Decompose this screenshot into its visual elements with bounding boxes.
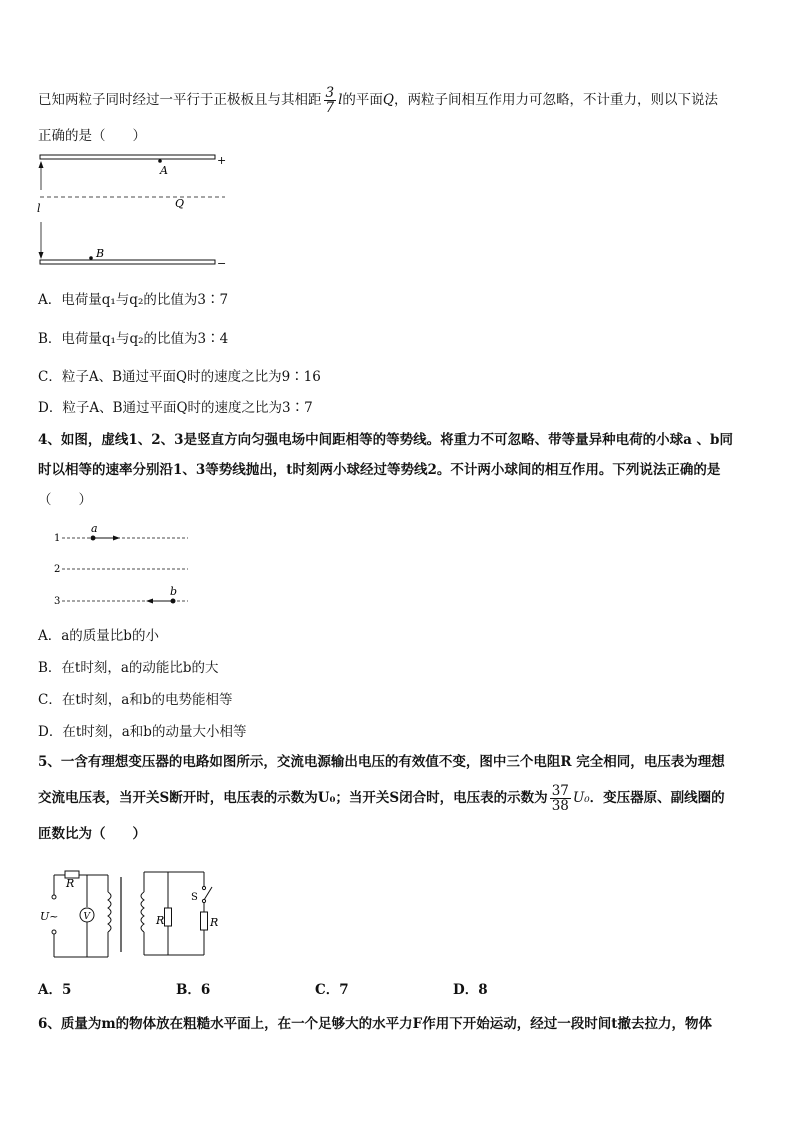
q4-stem-line2: 时以相等的速率分别沿1、3等势线抛出，t时刻两小球经过等势线2。不计两小球间的相互作用。下列说法正确的是 <box>38 462 721 478</box>
q3-var-q: Q <box>382 92 394 108</box>
primary-coil <box>108 892 111 932</box>
particle-a-label: A <box>160 164 168 177</box>
q3-stem-text-1: 已知两粒子同时经过一平行于正极板且与其相距 <box>38 92 322 108</box>
q3-frac-den: 7 <box>325 100 335 116</box>
particle-b-label: B <box>96 247 105 260</box>
q4-option-c: C．在t时刻，a和b的电势能相等 <box>38 692 233 708</box>
q5-fraction <box>550 784 571 813</box>
q4-option-a: A．a的质量比b的小 <box>38 628 159 644</box>
resistor-r2-label: R <box>210 916 219 929</box>
secondary-coil <box>141 892 144 932</box>
q3-option-a: A．电荷量q₁与q₂的比值为3∶7 <box>38 292 229 308</box>
q4-stem-line1: 4、如图，虚线1、2、3是竖直方向匀强电场中间距相等的等势线。将重力不可忽略、带等量异种电荷的小球a 、b同 <box>38 432 733 448</box>
q5-stem-text-b: ．变压器原、副线圈的 <box>589 790 725 806</box>
q4-option-b: B．在t时刻，a的动能比b的大 <box>38 660 219 676</box>
negative-plate <box>40 260 215 264</box>
plate-minus-label: − <box>217 257 227 270</box>
q5-frac-den: 38 <box>551 798 569 814</box>
resistor-r1-label: R <box>156 914 165 927</box>
arrow-head-up-icon <box>39 161 44 168</box>
arrow-left-icon <box>146 599 153 604</box>
voltmeter-label: V <box>83 912 90 922</box>
q5-stem-line2 <box>38 784 725 813</box>
q3-option-b: B．电荷量q₁与q₂的比值为3∶4 <box>38 331 229 347</box>
source-terminal-top <box>52 895 56 899</box>
switch-s-label: S <box>191 892 198 903</box>
q4-figure-equipotential <box>50 520 200 610</box>
resistor-r1 <box>165 908 172 926</box>
q3-stem-text-2: 的平面 <box>342 92 383 108</box>
equipotential-label-2: 2 <box>54 564 61 575</box>
q5-var-u0: U₀ <box>572 790 590 806</box>
ball-a-label: a <box>91 522 98 535</box>
q5-stem-line3: 匝数比为（ ） <box>38 826 146 842</box>
q6-stem-line1: 6、质量为m的物体放在粗糙水平面上，在一个足够大的水平力F作用下开始运动，经过一段时间t撤去拉力，物体 <box>38 1016 712 1032</box>
equipotential-label-3: 3 <box>54 596 61 607</box>
ball-b-label: b <box>170 585 178 598</box>
q5-stem-text-a: 交流电压表，当开关S断开时，电压表的示数为U₀；当开关S闭合时，电压表的示数为 <box>38 790 548 806</box>
q3-var-l: l <box>338 92 343 108</box>
particle-a-dot <box>158 159 162 163</box>
q4-option-d: D．在t时刻，a和b的动量大小相等 <box>38 724 247 740</box>
q3-stem-line2: 正确的是（ ） <box>38 128 146 144</box>
source-u-label: U~ <box>40 910 59 923</box>
arrow-right-icon <box>113 536 120 541</box>
q3-option-d: D．粒子A、B通过平面Q时的速度之比为3∶7 <box>38 400 313 416</box>
q3-option-c: C．粒子A、B通过平面Q时的速度之比为9∶16 <box>38 369 321 385</box>
q5-option-b: B．6 <box>176 982 211 998</box>
source-terminal-bottom <box>52 930 56 934</box>
q5-stem-line1: 5、一含有理想变压器的电路如图所示，交流电源输出电压的有效值不变，图中三个电阻R 完全相同，电压表为理想 <box>38 754 725 770</box>
q3-stem-text-3: ，两粒子间相互作用力可忽略，不计重力，则以下说法 <box>394 92 718 108</box>
plate-plus-label: + <box>217 154 227 167</box>
q5-figure-transformer-circuit <box>40 862 220 967</box>
q5-frac-num: 37 <box>551 783 569 799</box>
q5-option-a: A．5 <box>38 982 72 998</box>
plane-q-label: Q <box>175 197 185 210</box>
q5-option-d: D．8 <box>453 982 488 998</box>
q3-fraction <box>324 86 337 115</box>
q3-figure-capacitor <box>30 150 230 270</box>
resistor-r-top-label: R <box>66 877 75 890</box>
equipotential-label-1: 1 <box>54 533 61 544</box>
distance-l-label: l <box>37 202 41 215</box>
q5-option-c: C．7 <box>315 982 349 998</box>
q3-frac-num: 3 <box>325 85 335 101</box>
resistor-r2 <box>201 912 208 930</box>
arrow-head-down-icon <box>39 252 44 259</box>
positive-plate <box>40 155 215 159</box>
switch-contact-top <box>202 886 205 889</box>
particle-b-dot <box>89 256 93 260</box>
switch-contact-bottom <box>202 899 205 902</box>
q4-stem-line3: （ ） <box>38 492 92 508</box>
q3-stem-line1 <box>38 86 718 115</box>
